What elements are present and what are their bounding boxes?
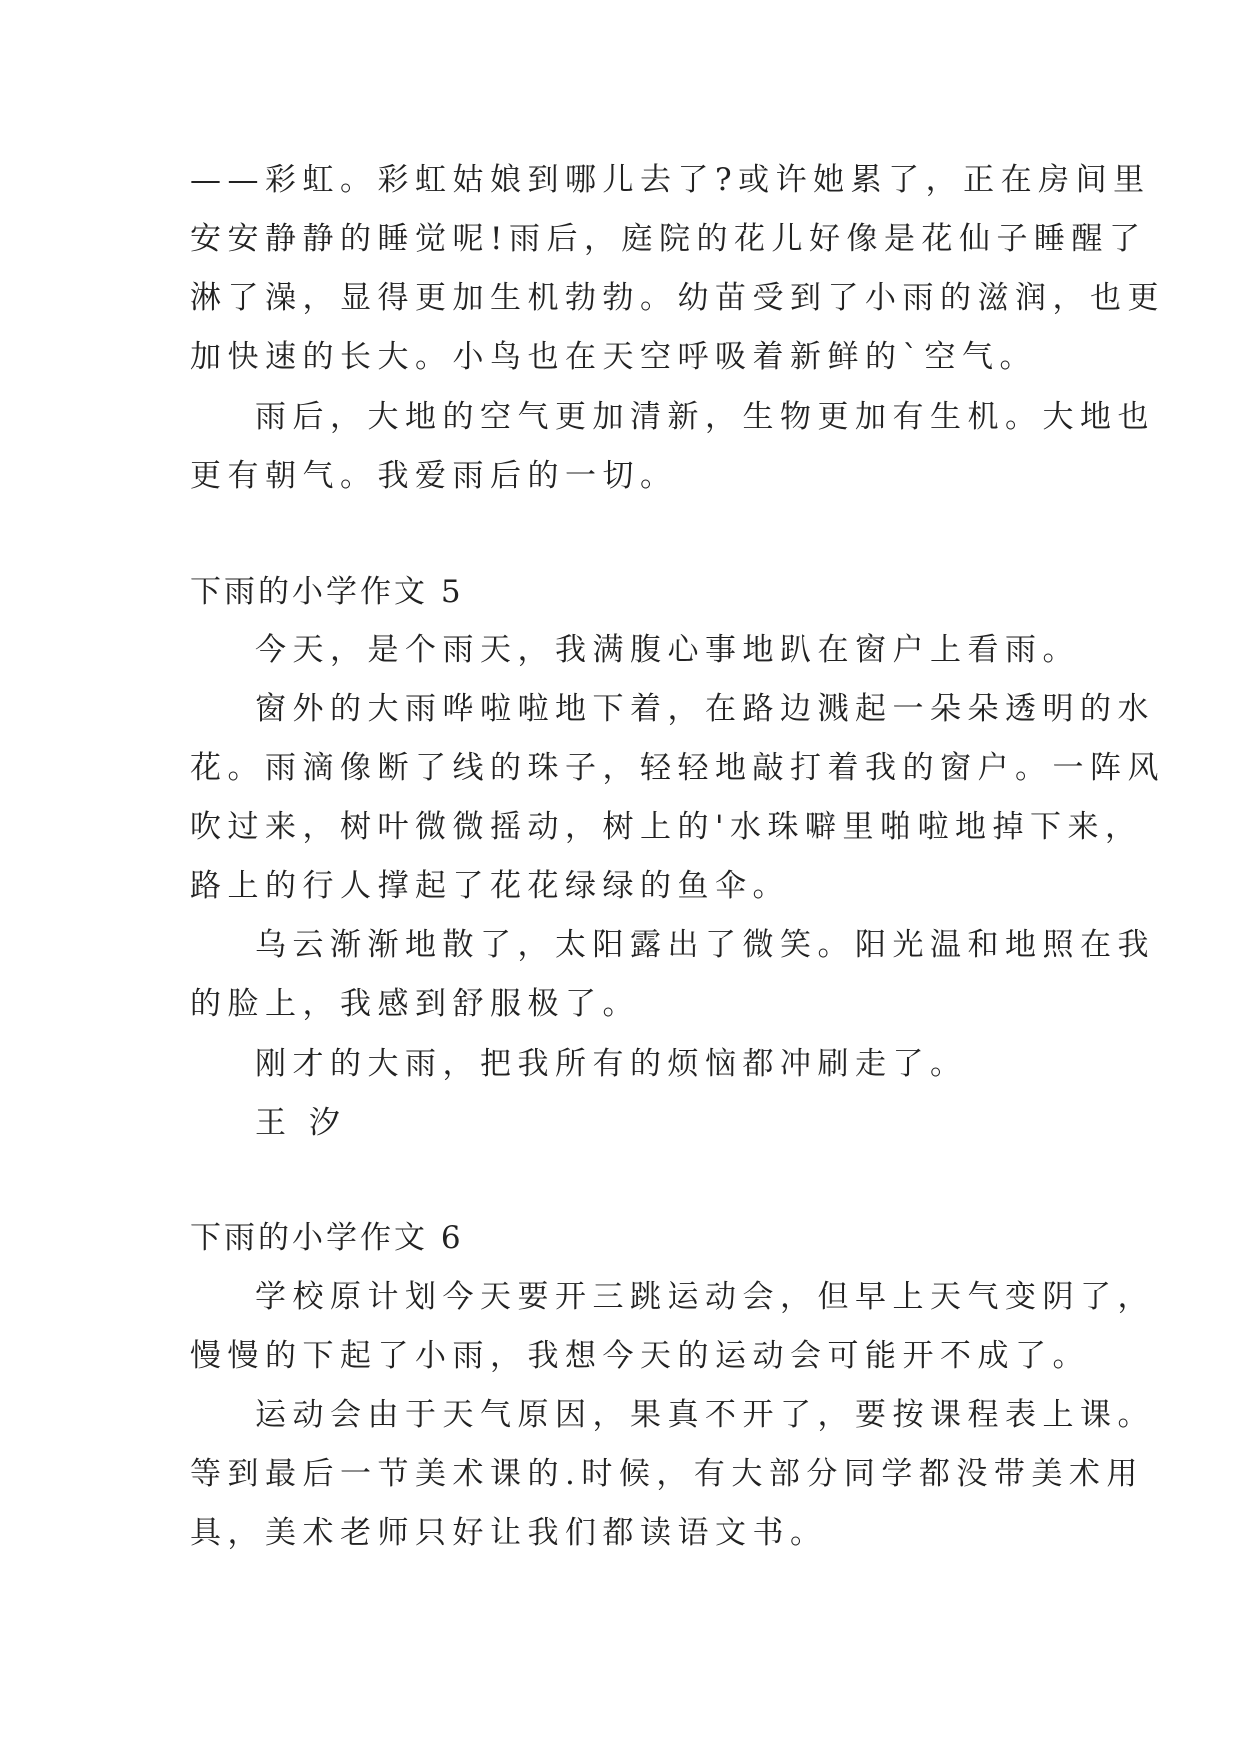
paragraph-line: 雨后，大地的空气更加清新，生物更加有生机。大地也 (255, 399, 1155, 435)
section-heading: 下雨的小学作文 6 (190, 1220, 464, 1256)
paragraph-line: 更有朝气。我爱雨后的一切。 (190, 458, 678, 494)
paragraph-line: 运动会由于天气原因，果真不开了，要按课程表上课。 (255, 1397, 1155, 1433)
paragraph-line: 学校原计划今天要开三跳运动会，但早上天气变阴了， (255, 1279, 1155, 1315)
paragraph-line: 花。雨滴像断了线的珠子，轻轻地敲打着我的窗户。一阵风 (190, 750, 1165, 786)
paragraph-line: 安安静静的睡觉呢!雨后，庭院的花儿好像是花仙子睡醒了 (190, 221, 1147, 257)
paragraph-line: 窗外的大雨哗啦啦地下着，在路边溅起一朵朵透明的水 (255, 691, 1155, 727)
paragraph-line: 刚才的大雨，把我所有的烦恼都冲刷走了。 (255, 1046, 968, 1082)
section-heading: 下雨的小学作文 5 (190, 574, 464, 610)
paragraph-line: 今天，是个雨天，我满腹心事地趴在窗户上看雨。 (255, 632, 1080, 668)
paragraph-line: 具，美术老师只好让我们都读语文书。 (190, 1515, 828, 1551)
paragraph-line: 的脸上，我感到舒服极了。 (190, 986, 640, 1022)
paragraph-line: ——彩虹。彩虹姑娘到哪儿去了?或许她累了，正在房间里 (190, 162, 1151, 198)
paragraph-line: 乌云渐渐地散了，太阳露出了微笑。阳光温和地照在我 (255, 927, 1155, 963)
paragraph-line: 淋了澡，显得更加生机勃勃。幼苗受到了小雨的滋润，也更 (190, 280, 1165, 316)
paragraph-line: 加快速的长大。小鸟也在天空呼吸着新鲜的`空气。 (190, 339, 1037, 375)
paragraph-line: 路上的行人撑起了花花绿绿的鱼伞。 (190, 868, 790, 904)
author-name: 王 汐 (255, 1105, 347, 1141)
paragraph-line: 等到最后一节美术课的.时候，有大部分同学都没带美术用 (190, 1456, 1144, 1492)
paragraph-line: 慢慢的下起了小雨，我想今天的运动会可能开不成了。 (190, 1338, 1090, 1374)
paragraph-line: 吹过来，树叶微微摇动，树上的'水珠噼里啪啦地掉下来， (190, 809, 1143, 845)
